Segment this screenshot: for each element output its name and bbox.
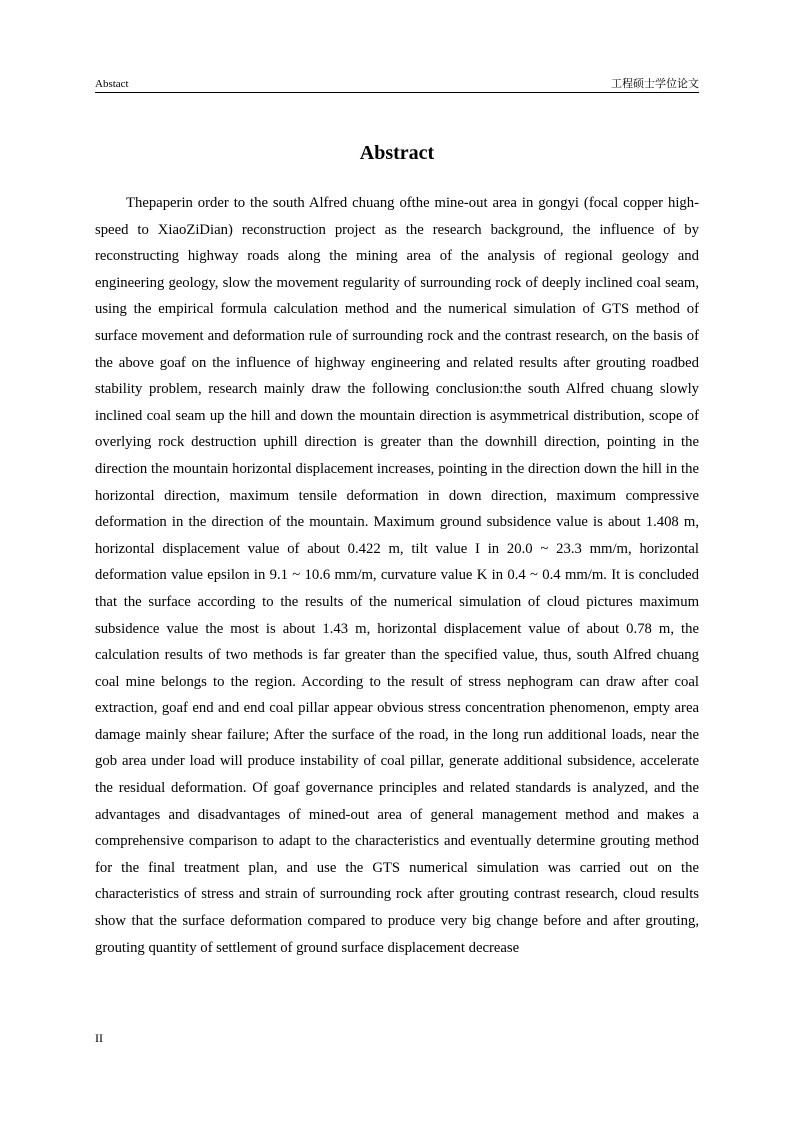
header-section-label: Abstact — [95, 78, 129, 90]
page-title: Abstract — [359, 142, 435, 164]
abstract-paragraph: Thepaperin order to the south Alfred chuang ofthe mine-out area in gongyi (focal copper high-speed to XiaoZiDian) reconstruction project as the research background, the influence of by reconstructing highway roads along the mining area of the analysis of regional geology and engineering geology, slow the movement regularity of surrounding rock of deeply inclined coal seam, using the empirical formula calculation method and the numerical simulation of GTS method of surface movement and deformation rule of surrounding rock and the contrast research, on the basis of the above goaf on the influence of highway engineering and related results after grouting roadbed stability problem, research mainly draw the following conclusion:the south Alfred chuang slowly inclined coal seam up the hill and down the mountain direction is asymmetrical distribution, scope of overlying rock destruction uphill direction is greater than the downhill direction, pointing in the direction the mountain horizontal displacement increases, pointing in the direction down the hill in the horizontal direction, maximum tensile deformation in down direction, maximum compressive deformation in the direction of the mountain. Maximum ground subsidence value is about 1.408 m, horizontal displacement value of about 0.422 m, tilt value I in 20.0 ~ 23.3 mm/m, horizontal deformation value epsilon in 9.1 ~ 10.6 mm/m, curvature value K in 0.4 ~ 0.4 mm/m. It is concluded that the surface according to the results of the numerical simulation of cloud pictures maximum subsidence value the most is about 1.43 m, horizontal displacement value of about 0.78 m, the calculation results of two methods is far greater than the specified value, thus, south Alfred chuang coal mine belongs to the region. According to the result of stress nephogram can draw after coal extraction, goaf end and end coal pillar appear obvious stress concentration phenomenon, empty area damage mainly shear failure; After the surface of the road, in the long run additional loads, near the gob area under load will produce instability of coal pillar, generate additional subsidence, accelerate the residual deformation. Of goaf governance principles and related standards is analyzed, and the advantages and disadvantages of mined-out area of general management method and makes a comprehensive comparison to adapt to the characteristics and eventually determine grouting method for the final treatment plan, and use the GTS numerical simulation was carried out on the characteristics of stress and strain of surrounding rock after grouting contrast research, cloud results show that the surface deformation compared to produce very big change before and after grouting, grouting quantity of settlement of ground surface displacement decrease — [95, 195, 699, 956]
header-thesis-label: 工程硕士学位论文 — [611, 77, 699, 90]
page-number: II — [95, 1031, 103, 1045]
running-header — [95, 77, 699, 93]
